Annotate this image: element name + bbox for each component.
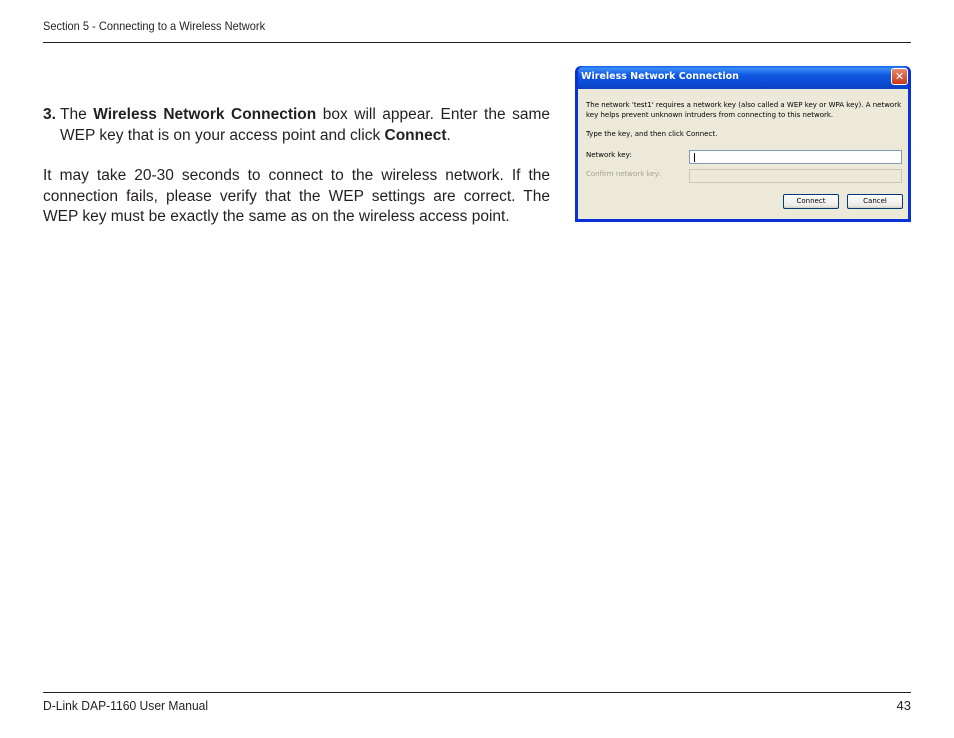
network-key-label: Network key: [586,151,632,159]
connect-button[interactable]: Connect [783,194,839,209]
step-3-instruction [43,105,550,146]
wireless-network-connection-dialog [575,66,911,222]
dialog-body [578,89,908,219]
footer-divider [43,692,911,693]
header-divider [43,42,911,43]
dialog-instruction: Type the key, and then click Connect. [586,130,718,138]
confirm-key-label: Confirm network key: [586,170,661,178]
dialog-title: Wireless Network Connection [581,71,739,82]
step-text-part: . [446,126,451,144]
step-bold-connect: Connect [384,126,447,144]
dialog-message: The network 'test1' requires a network key (also called a WEP key or WPA key). A network key helps prevent unknown intruders from connecting to this network. [586,101,902,119]
step-number: 3. [43,106,56,123]
section-header: Section 5 - Connecting to a Wireless Network [43,19,266,33]
dialog-titlebar [578,66,908,89]
cancel-button[interactable]: Cancel [847,194,903,209]
confirm-key-input[interactable] [689,169,902,183]
step-text-part: box will appear. Enter the same WEP key that is on your access point and click [60,106,550,144]
info-paragraph: It may take 20-30 seconds to connect to the wireless network. If the connection fails, please verify that the WEP settings are correct. The WEP key must be exactly the same as on the wireless access point. [43,167,550,225]
step-text-part: The [60,106,94,123]
network-key-input[interactable] [689,150,902,164]
manual-title: D-Link DAP-1160 User Manual [43,698,209,713]
step-text [43,105,550,146]
close-icon[interactable]: ✕ [891,68,908,85]
text-caret [694,153,695,162]
step-bold-dialog-name: Wireless Network Connection [93,106,317,123]
page-number: 43 [896,698,911,713]
